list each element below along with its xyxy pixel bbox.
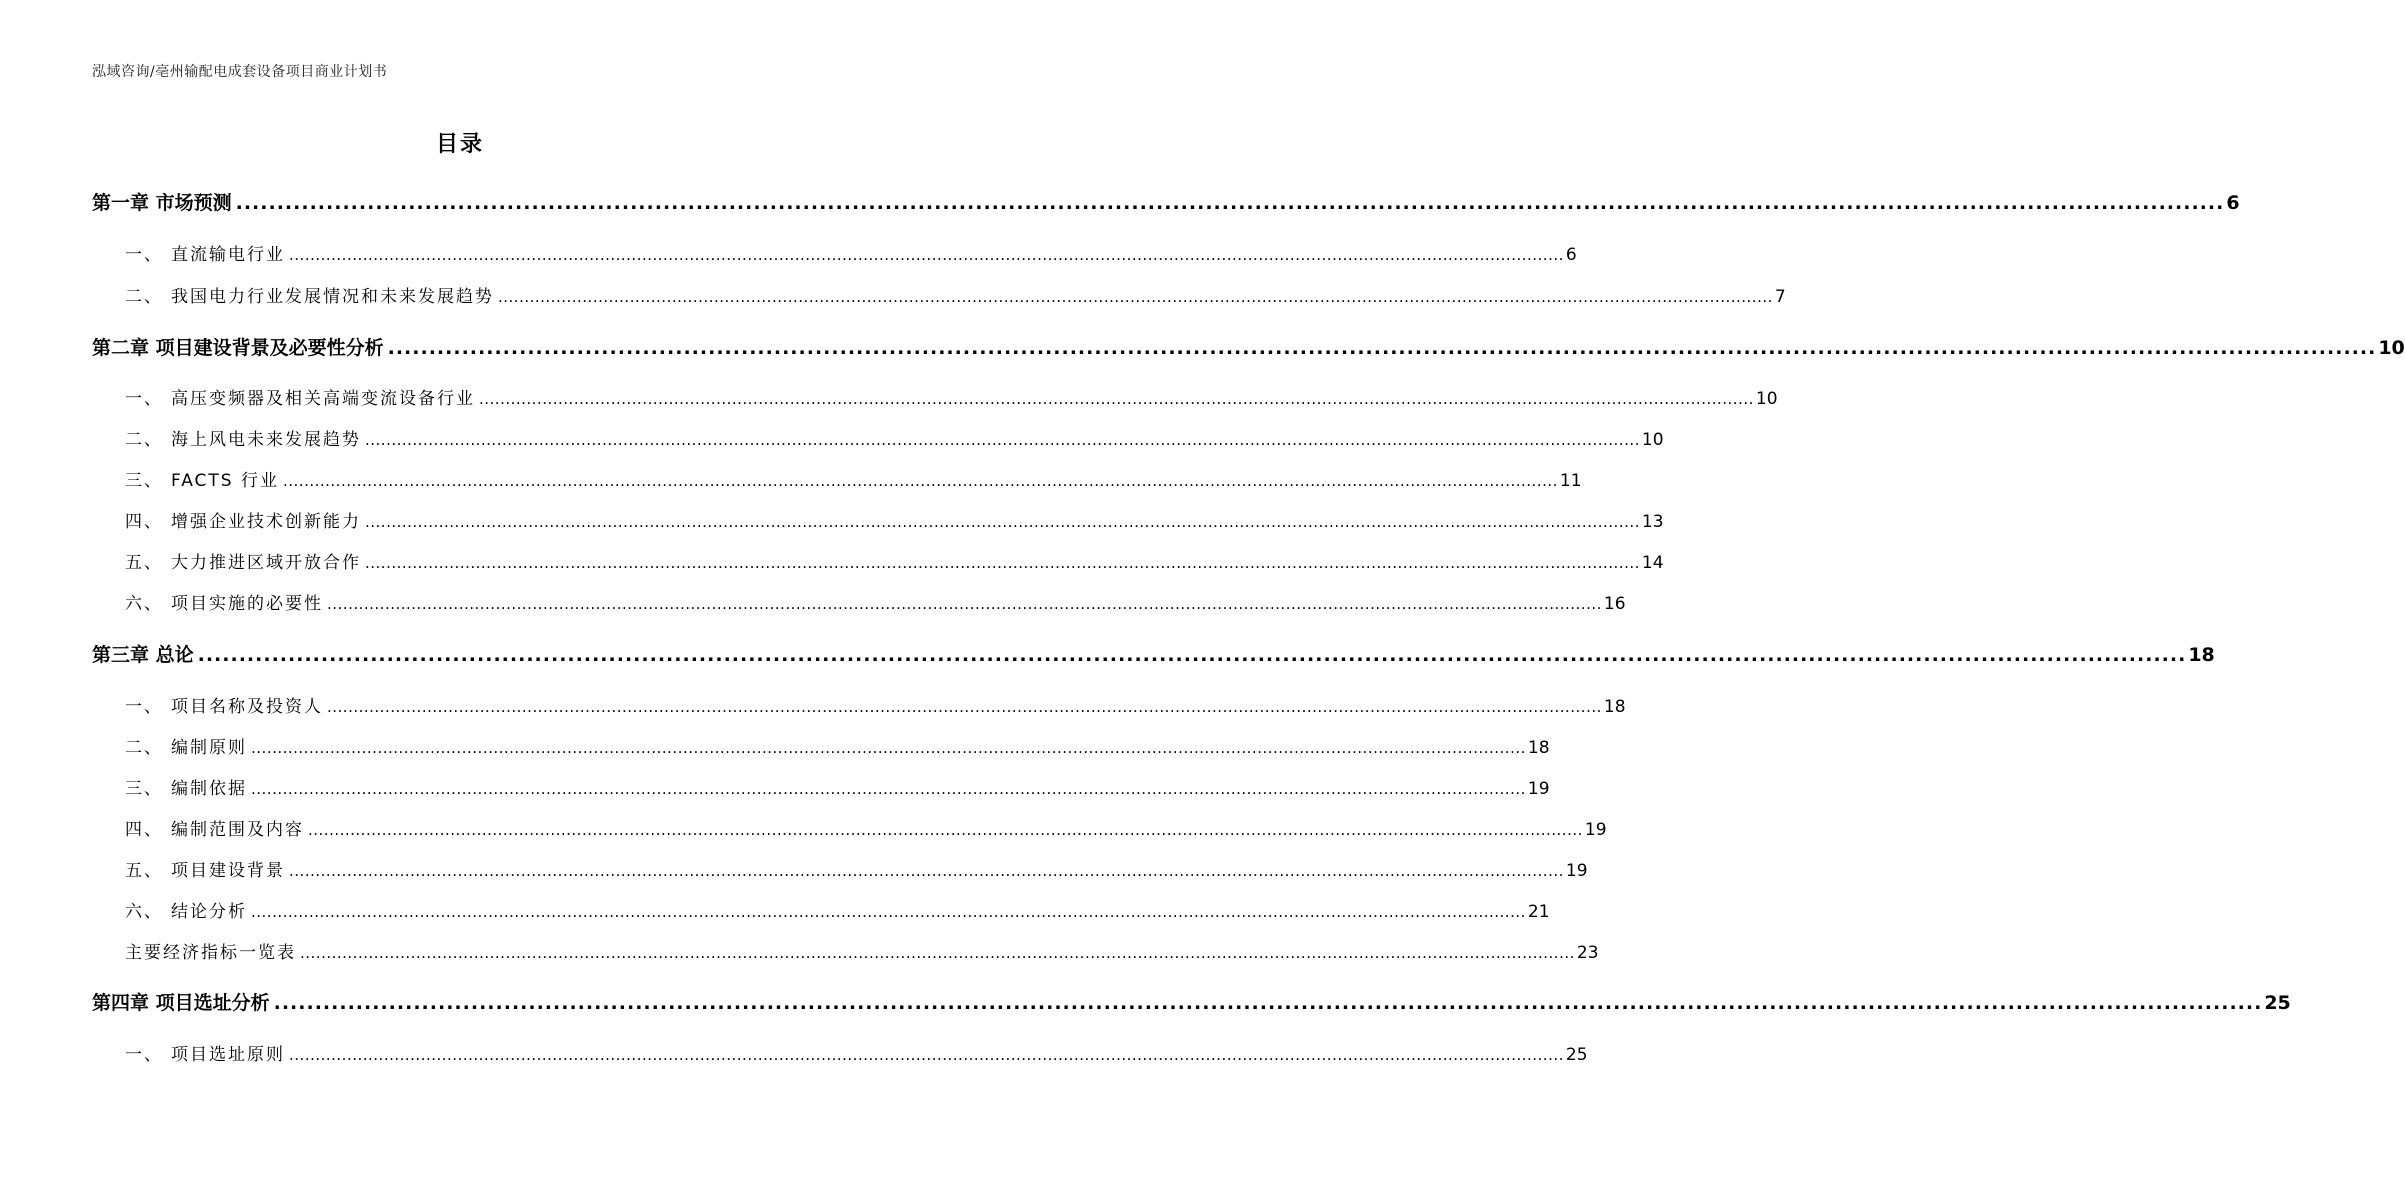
section-label: 项目名称及投资人 <box>171 697 323 717</box>
dot-leader: .................................................................................................................................................................................................................................................. <box>289 862 1564 880</box>
page-number: 19 <box>1527 779 1550 799</box>
section-number: 二、 <box>125 430 163 450</box>
dot-leader: .................................................................................................................................................................................................................................................. <box>365 513 1640 531</box>
dot-leader: .................................................................................................................................................................................................................................................. <box>235 192 2225 214</box>
section-number: 六、 <box>125 902 163 922</box>
page-number: 25 <box>1565 1045 1588 1065</box>
dot-leader: .................................................................................................................................................................................................................................................. <box>273 992 2263 1014</box>
section-label: 编制依据 <box>171 779 247 799</box>
dot-leader: .................................................................................................................................................................................................................................................. <box>251 903 1526 921</box>
section-label: FACTS 行业 <box>171 471 279 491</box>
chapter-label: 第三章 总论 <box>92 644 194 666</box>
section-number: 一、 <box>125 389 163 409</box>
toc-section[interactable] <box>125 589 1626 614</box>
toc-section[interactable] <box>125 733 1550 758</box>
section-label: 增强企业技术创新能力 <box>171 512 361 532</box>
page-number: 11 <box>1559 471 1582 491</box>
page-number: 10 <box>2378 337 2405 359</box>
dot-leader: .................................................................................................................................................................................................................................................. <box>365 554 1640 572</box>
dot-leader: .................................................................................................................................................................................................................................................. <box>387 337 2377 359</box>
dot-leader: .................................................................................................................................................................................................................................................. <box>365 431 1640 449</box>
section-label: 项目建设背景 <box>171 861 285 881</box>
section-label: 项目选址原则 <box>171 1045 285 1065</box>
section-number: 一、 <box>125 1045 163 1065</box>
chapter-label: 第一章 市场预测 <box>92 192 232 214</box>
page-number: 10 <box>1755 389 1778 409</box>
toc-chapter-3[interactable] <box>92 640 2215 667</box>
chapter-label: 第二章 项目建设背景及必要性分析 <box>92 337 384 359</box>
section-label: 海上风电未来发展趋势 <box>171 430 361 450</box>
section-label: 编制原则 <box>171 738 247 758</box>
dot-leader: .................................................................................................................................................................................................................................................. <box>300 944 1575 962</box>
toc-section[interactable] <box>125 466 1582 491</box>
toc-section[interactable] <box>125 240 1577 265</box>
dot-leader: .................................................................................................................................................................................................................................................. <box>327 698 1602 716</box>
toc-section[interactable] <box>125 1040 1588 1065</box>
page-number: 6 <box>2226 192 2240 214</box>
dot-leader: .................................................................................................................................................................................................................................................. <box>289 246 1564 264</box>
section-label: 直流输电行业 <box>171 245 285 265</box>
page-number: 10 <box>1641 430 1664 450</box>
toc-section[interactable] <box>125 897 1550 922</box>
section-number: 五、 <box>125 861 163 881</box>
running-header: 泓域咨询/亳州输配电成套设备项目商业计划书 <box>92 64 388 80</box>
page-number: 16 <box>1603 594 1626 614</box>
section-label: 结论分析 <box>171 902 247 922</box>
toc-chapter-4[interactable] <box>92 988 2291 1015</box>
page-number: 18 <box>1603 697 1626 717</box>
page-number: 19 <box>1584 820 1607 840</box>
toc-section[interactable] <box>125 282 1786 307</box>
page-number: 25 <box>2264 992 2291 1014</box>
dot-leader: .................................................................................................................................................................................................................................................. <box>327 595 1602 613</box>
toc-section[interactable] <box>125 856 1588 881</box>
section-number: 四、 <box>125 820 163 840</box>
section-number: 二、 <box>125 738 163 758</box>
toc-section[interactable] <box>125 692 1626 717</box>
toc-section[interactable] <box>125 548 1664 573</box>
page-number: 6 <box>1565 245 1577 265</box>
toc-chapter-1[interactable] <box>92 188 2240 215</box>
section-number: 一、 <box>125 697 163 717</box>
page-number: 19 <box>1565 861 1588 881</box>
section-number: 一、 <box>125 245 163 265</box>
toc-section[interactable] <box>125 384 1778 409</box>
toc-title: 目录 <box>435 132 484 157</box>
page-number: 21 <box>1527 902 1550 922</box>
dot-leader: .................................................................................................................................................................................................................................................. <box>283 472 1558 490</box>
page-number: 14 <box>1641 553 1664 573</box>
section-label: 大力推进区域开放合作 <box>171 553 361 573</box>
toc-chapter-2[interactable] <box>92 333 2405 360</box>
dot-leader: .................................................................................................................................................................................................................................................. <box>197 644 2187 666</box>
page-number: 13 <box>1641 512 1664 532</box>
section-number: 五、 <box>125 553 163 573</box>
section-number: 二、 <box>125 287 163 307</box>
dot-leader: .................................................................................................................................................................................................................................................. <box>289 1046 1564 1064</box>
chapter-label: 第四章 项目选址分析 <box>92 992 270 1014</box>
page-number: 7 <box>1774 287 1786 307</box>
section-number: 三、 <box>125 779 163 799</box>
dot-leader: .................................................................................................................................................................................................................................................. <box>498 288 1773 306</box>
toc-section[interactable] <box>125 507 1664 532</box>
section-label: 高压变频器及相关高端变流设备行业 <box>171 389 475 409</box>
toc-section[interactable] <box>125 815 1607 840</box>
dot-leader: .................................................................................................................................................................................................................................................. <box>251 739 1526 757</box>
page-number: 18 <box>2188 644 2215 666</box>
dot-leader: .................................................................................................................................................................................................................................................. <box>308 821 1583 839</box>
section-label: 我国电力行业发展情况和未来发展趋势 <box>171 287 494 307</box>
section-number: 四、 <box>125 512 163 532</box>
page-number: 18 <box>1527 738 1550 758</box>
toc-section[interactable] <box>125 938 1599 963</box>
page-number: 23 <box>1576 943 1599 963</box>
section-label: 项目实施的必要性 <box>171 594 323 614</box>
toc-section[interactable] <box>125 425 1664 450</box>
section-label: 主要经济指标一览表 <box>125 943 296 963</box>
section-number: 三、 <box>125 471 163 491</box>
dot-leader: .................................................................................................................................................................................................................................................. <box>479 390 1754 408</box>
dot-leader: .................................................................................................................................................................................................................................................. <box>251 780 1526 798</box>
toc-section[interactable] <box>125 774 1550 799</box>
section-number: 六、 <box>125 594 163 614</box>
section-label: 编制范围及内容 <box>171 820 304 840</box>
